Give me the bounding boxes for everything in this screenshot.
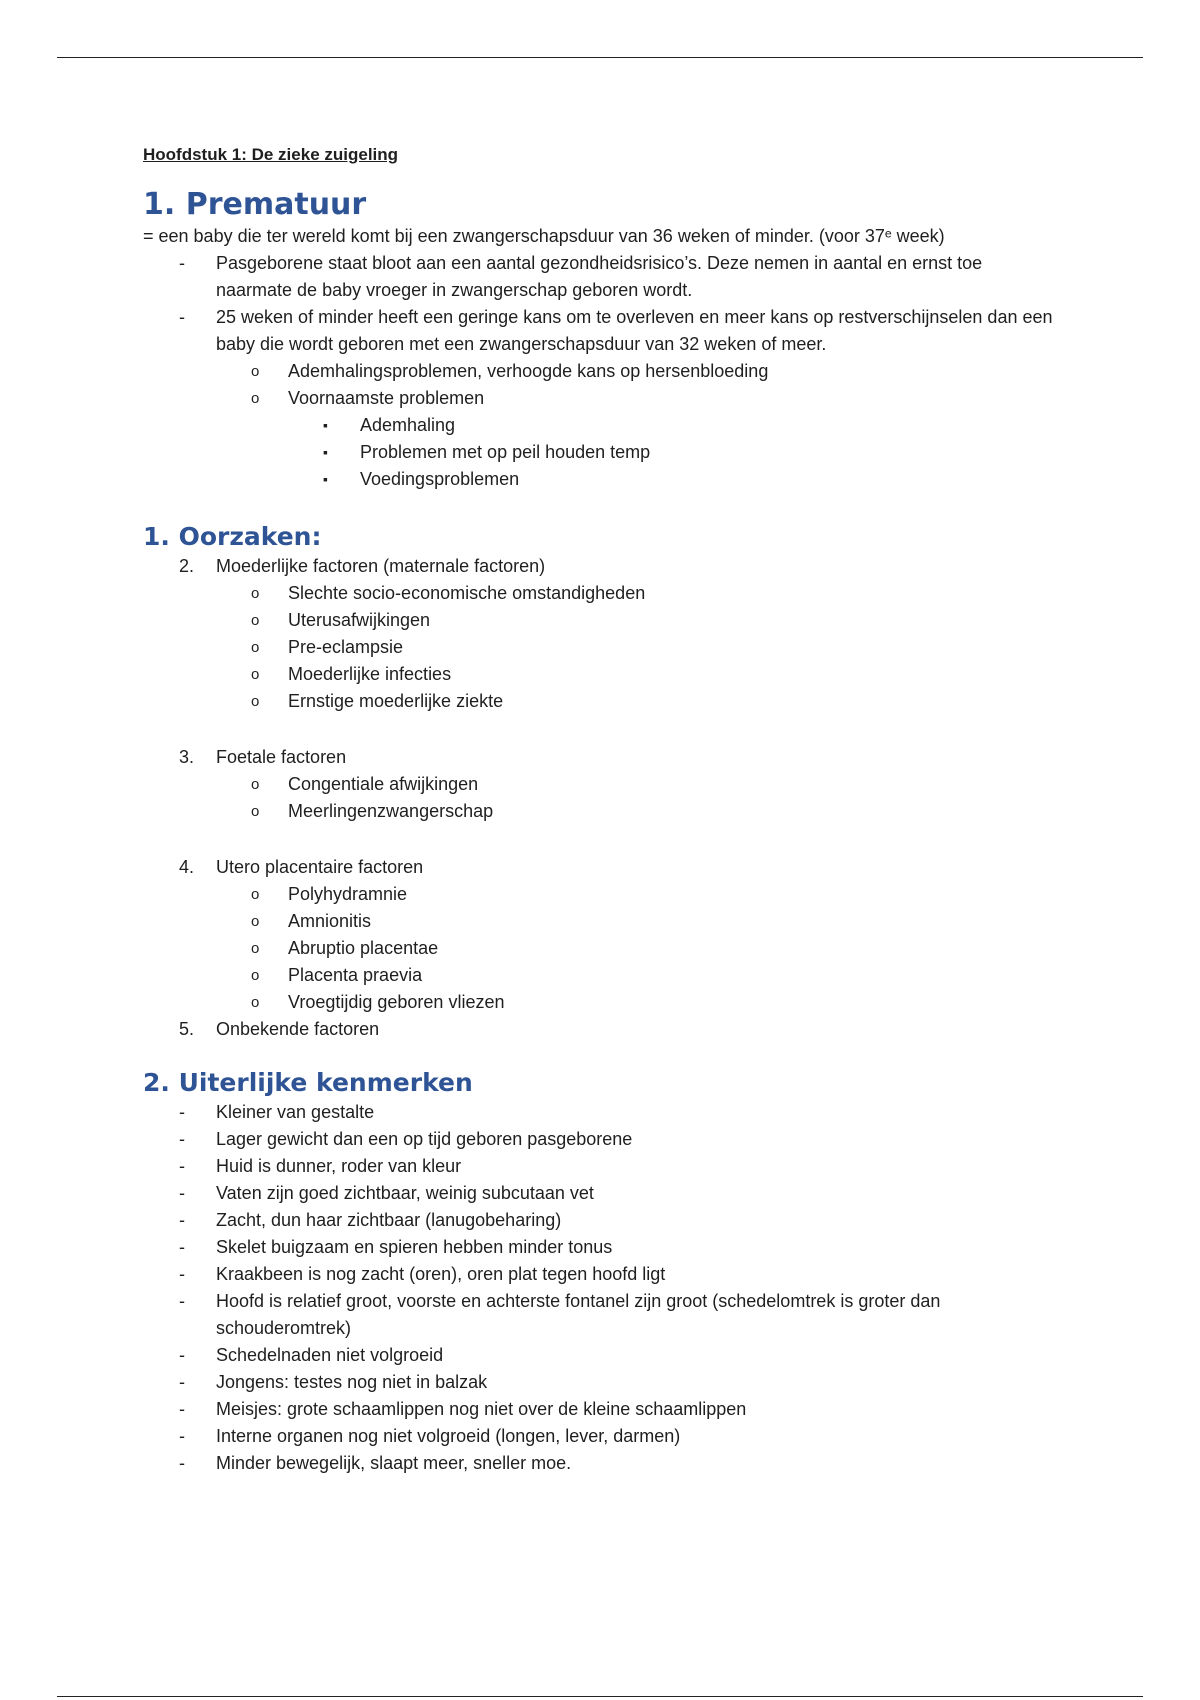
- heading-oorzaken: 1. Oorzaken:: [143, 522, 322, 551]
- list-item: - Lager gewicht dan een op tijd geboren pasgeborene: [143, 1126, 1063, 1153]
- circle-bullet-icon: o: [251, 585, 260, 602]
- list-item: o Abruptio placentae: [143, 935, 1063, 962]
- list-item: - Minder bewegelijk, slaapt meer, sneller moe.: [143, 1450, 1063, 1477]
- dash-bullet-icon: -: [179, 1426, 185, 1446]
- square-bullet-icon: ▪: [323, 444, 328, 460]
- list-item: - Jongens: testes nog niet in balzak: [143, 1369, 1063, 1396]
- bottom-rule: [57, 1696, 1143, 1697]
- square-bullet-icon: ▪: [323, 417, 328, 433]
- chapter-title: Hoofdstuk 1: De zieke zuigeling: [143, 145, 399, 164]
- dash-bullet-icon: -: [179, 1102, 185, 1122]
- dash-bullet-icon: -: [179, 1453, 185, 1473]
- list-item: - Skelet buigzaam en spieren hebben minder tonus: [143, 1234, 1063, 1261]
- list-item: o Voornaamste problemen: [143, 385, 1063, 412]
- circle-bullet-icon: o: [251, 612, 260, 629]
- list-number: 3.: [179, 747, 195, 767]
- circle-bullet-icon: o: [251, 363, 260, 380]
- list-item: - Kraakbeen is nog zacht (oren), oren plat tegen hoofd ligt: [143, 1261, 1063, 1288]
- numbered-item: 3. Foetale factoren: [143, 744, 1063, 771]
- dash-bullet-icon: -: [179, 1156, 185, 1176]
- circle-bullet-icon: o: [251, 639, 260, 656]
- list-item: - Kleiner van gestalte: [143, 1099, 1063, 1126]
- dash-bullet-icon: -: [179, 1372, 185, 1392]
- circle-bullet-icon: o: [251, 913, 260, 930]
- dash-bullet-icon: -: [179, 1264, 185, 1284]
- list-item: - Pasgeborene staat bloot aan een aantal gezondheidsrisico’s. Deze nemen in aantal en ernst toe naarmate de baby vroeger in zwangerschap geboren wordt.: [143, 250, 1063, 304]
- list-item: - Meisjes: grote schaamlippen nog niet over de kleine schaamlippen: [143, 1396, 1063, 1423]
- list-item: ▪ Ademhaling: [143, 412, 1063, 439]
- dash-bullet-icon: -: [179, 1237, 185, 1257]
- numbered-item: 5. Onbekende factoren: [143, 1016, 1063, 1043]
- circle-bullet-icon: o: [251, 390, 260, 407]
- list-item: ▪ Problemen met op peil houden temp: [143, 439, 1063, 466]
- list-item: - Hoofd is relatief groot, voorste en achterste fontanel zijn groot (schedelomtrek is groter dan schouderomtrek): [143, 1288, 1063, 1342]
- top-rule: [57, 57, 1143, 58]
- list-item: o Placenta praevia: [143, 962, 1063, 989]
- list-item: - Interne organen nog niet volgroeid (longen, lever, darmen): [143, 1423, 1063, 1450]
- numbered-item: 4. Utero placentaire factoren: [143, 854, 1063, 881]
- list-item: - Vaten zijn goed zichtbaar, weinig subcutaan vet: [143, 1180, 1063, 1207]
- list-item: - Huid is dunner, roder van kleur: [143, 1153, 1063, 1180]
- list-item: o Moederlijke infecties: [143, 661, 1063, 688]
- circle-bullet-icon: o: [251, 994, 260, 1011]
- dash-bullet-icon: -: [179, 1291, 185, 1311]
- list-item: o Ernstige moederlijke ziekte: [143, 688, 1063, 715]
- dash-bullet-icon: -: [179, 1183, 185, 1203]
- list-item: o Meerlingenzwangerschap: [143, 798, 1063, 825]
- list-item: o Amnionitis: [143, 908, 1063, 935]
- list-item: o Slechte socio-economische omstandigheden: [143, 580, 1063, 607]
- list-item: o Polyhydramnie: [143, 881, 1063, 908]
- circle-bullet-icon: o: [251, 693, 260, 710]
- dash-bullet-icon: -: [179, 307, 185, 327]
- list-item: ▪ Voedingsproblemen: [143, 466, 1063, 493]
- circle-bullet-icon: o: [251, 940, 260, 957]
- circle-bullet-icon: o: [251, 967, 260, 984]
- dash-bullet-icon: -: [179, 253, 185, 273]
- list-number: 2.: [179, 556, 195, 576]
- dash-bullet-icon: -: [179, 1129, 185, 1149]
- list-item: - 25 weken of minder heeft een geringe kans om te overleven en meer kans op restverschijnselen dan een baby die wordt geboren met een zwangerschapsduur van 32 weken of meer.: [143, 304, 1063, 358]
- heading-prematuur: 1. Prematuur: [143, 187, 367, 222]
- circle-bullet-icon: o: [251, 776, 260, 793]
- numbered-item: 2. Moederlijke factoren (maternale factoren): [143, 553, 1063, 580]
- document-page: [143, 145, 1063, 1477]
- square-bullet-icon: ▪: [323, 471, 328, 487]
- list-item: o Ademhalingsproblemen, verhoogde kans op hersenbloeding: [143, 358, 1063, 385]
- circle-bullet-icon: o: [251, 886, 260, 903]
- list-item: o Congentiale afwijkingen: [143, 771, 1063, 798]
- list-item: o Vroegtijdig geboren vliezen: [143, 989, 1063, 1016]
- dash-bullet-icon: -: [179, 1210, 185, 1230]
- list-item: o Pre-eclampsie: [143, 634, 1063, 661]
- list-item: o Uterusafwijkingen: [143, 607, 1063, 634]
- list-item: - Zacht, dun haar zichtbaar (lanugobeharing): [143, 1207, 1063, 1234]
- dash-bullet-icon: -: [179, 1345, 185, 1365]
- circle-bullet-icon: o: [251, 803, 260, 820]
- heading-uiterlijke-kenmerken: 2. Uiterlijke kenmerken: [143, 1068, 473, 1097]
- definition-text: = een baby die ter wereld komt bij een zwangerschapsduur van 36 weken of minder. (voor 37ᵉ week): [143, 226, 945, 246]
- circle-bullet-icon: o: [251, 666, 260, 683]
- list-number: 4.: [179, 857, 195, 877]
- dash-bullet-icon: -: [179, 1399, 185, 1419]
- list-number: 5.: [179, 1019, 195, 1039]
- list-item: - Schedelnaden niet volgroeid: [143, 1342, 1063, 1369]
